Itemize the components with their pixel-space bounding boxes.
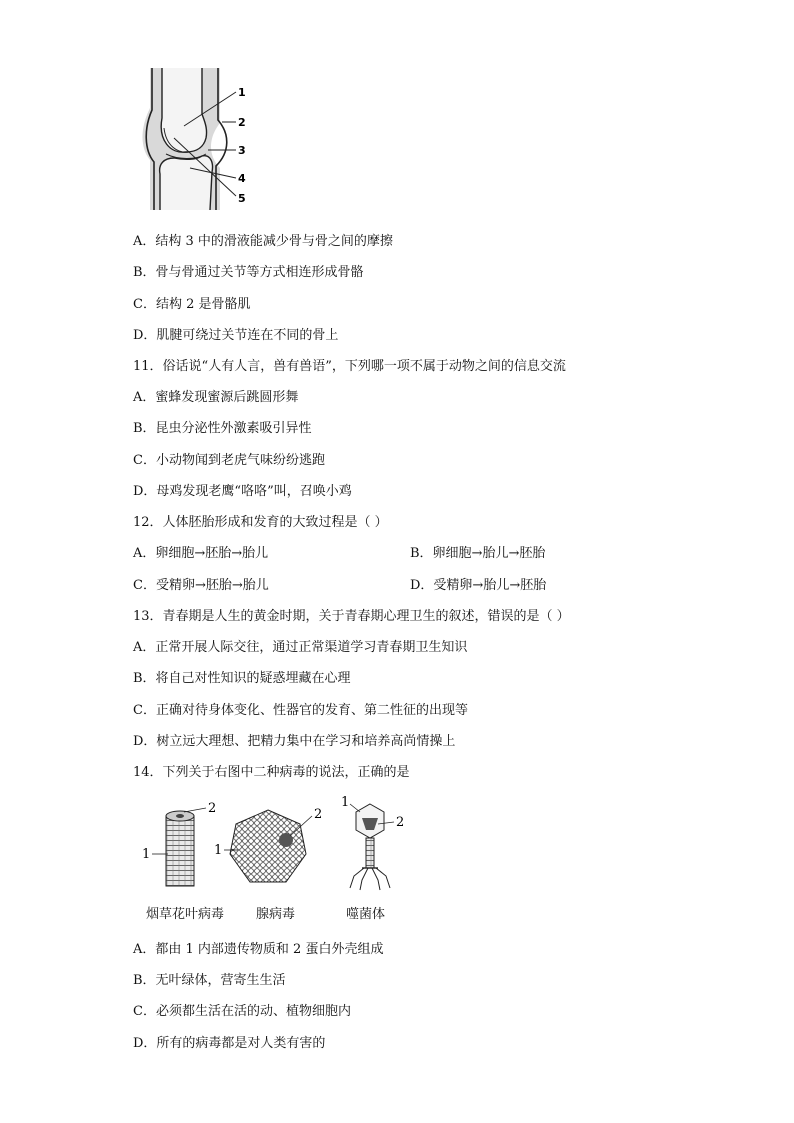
virus-label-1-tmv: 1 — [142, 847, 151, 862]
joint-label-5: 5 — [238, 192, 246, 205]
q13-option-d: D．树立远大理想、把精力集中在学习和培养高尚情操上 — [133, 734, 456, 749]
q14-option-b: B．无叶绿体，营寄生生活 — [133, 973, 286, 988]
q13-option-b: B．将自己对性知识的疑惑埋藏在心理 — [133, 671, 351, 686]
joint-label-2: 2 — [238, 116, 246, 129]
joint-diagram — [130, 68, 260, 210]
q13-stem: 13．青春期是人生的黄金时期，关于青春期心理卫生的叙述，错误的是（ ） — [133, 609, 570, 624]
virus-label-2-tmv: 2 — [208, 801, 217, 816]
q13-option-a: A．正常开展人际交往，通过正常渠道学习青春期卫生知识 — [133, 640, 468, 655]
q11-option-a: A．蜜蜂发现蜜源后跳圆形舞 — [133, 390, 299, 405]
caption-bacteriophage: 噬菌体 — [346, 907, 386, 922]
q11-option-b: B．昆虫分泌性外激素吸引异性 — [133, 421, 312, 436]
q10-option-d: D．肌腱可绕过关节连在不同的骨上 — [133, 328, 339, 343]
tobacco-mosaic-virus-icon — [152, 808, 206, 886]
q11-option-d: D．母鸡发现老鹰“咯咯”叫，召唤小鸡 — [133, 484, 352, 499]
q14-option-d: D．所有的病毒都是对人类有害的 — [133, 1036, 326, 1051]
caption-tobacco-mosaic-virus: 烟草花叶病毒 — [146, 907, 225, 922]
joint-label-3: 3 — [238, 144, 246, 157]
q10-option-a: A．结构 3 中的滑液能减少骨与骨之间的摩擦 — [133, 234, 393, 249]
adenovirus-icon — [224, 810, 312, 882]
virus-diagram — [140, 796, 420, 894]
q12-option-d: D．受精卵→胎儿→胚胎 — [410, 578, 547, 593]
virus-label-1-phage: 1 — [341, 796, 350, 810]
q11-stem: 11．俗话说“人有人言，兽有兽语”，下列哪一项不属于动物之间的信息交流 — [133, 359, 566, 374]
virus-label-2-adeno: 2 — [314, 807, 323, 822]
q12-option-c: C．受精卵→胚胎→胎儿 — [133, 578, 269, 593]
q14-option-c: C．必须都生活在活的动、植物细胞内 — [133, 1004, 351, 1019]
caption-adenovirus: 腺病毒 — [256, 907, 296, 922]
q10-option-b: B．骨与骨通过关节等方式相连形成骨骼 — [133, 265, 364, 280]
joint-label-4: 4 — [238, 172, 246, 185]
joint-label-1: 1 — [238, 86, 246, 99]
virus-label-2-phage: 2 — [396, 815, 405, 830]
bacteriophage-icon — [350, 804, 394, 890]
q11-option-c: C．小动物闻到老虎气味纷纷逃跑 — [133, 453, 325, 468]
q13-option-c: C．正确对待身体变化、性器官的发育、第二性征的出现等 — [133, 703, 468, 718]
q12-option-a: A．卵细胞→胚胎→胎儿 — [133, 546, 269, 561]
q12-stem: 12．人体胚胎形成和发育的大致过程是（ ） — [133, 515, 388, 530]
q12-option-b: B．卵细胞→胎儿→胚胎 — [410, 546, 546, 561]
virus-label-1-adeno: 1 — [214, 843, 223, 858]
q14-stem: 14．下列关于右图中二种病毒的说法，正确的是 — [133, 765, 410, 780]
q10-option-c: C．结构 2 是骨骼肌 — [133, 297, 251, 312]
q14-option-a: A．都由 1 内部遗传物质和 2 蛋白外壳组成 — [133, 942, 384, 957]
